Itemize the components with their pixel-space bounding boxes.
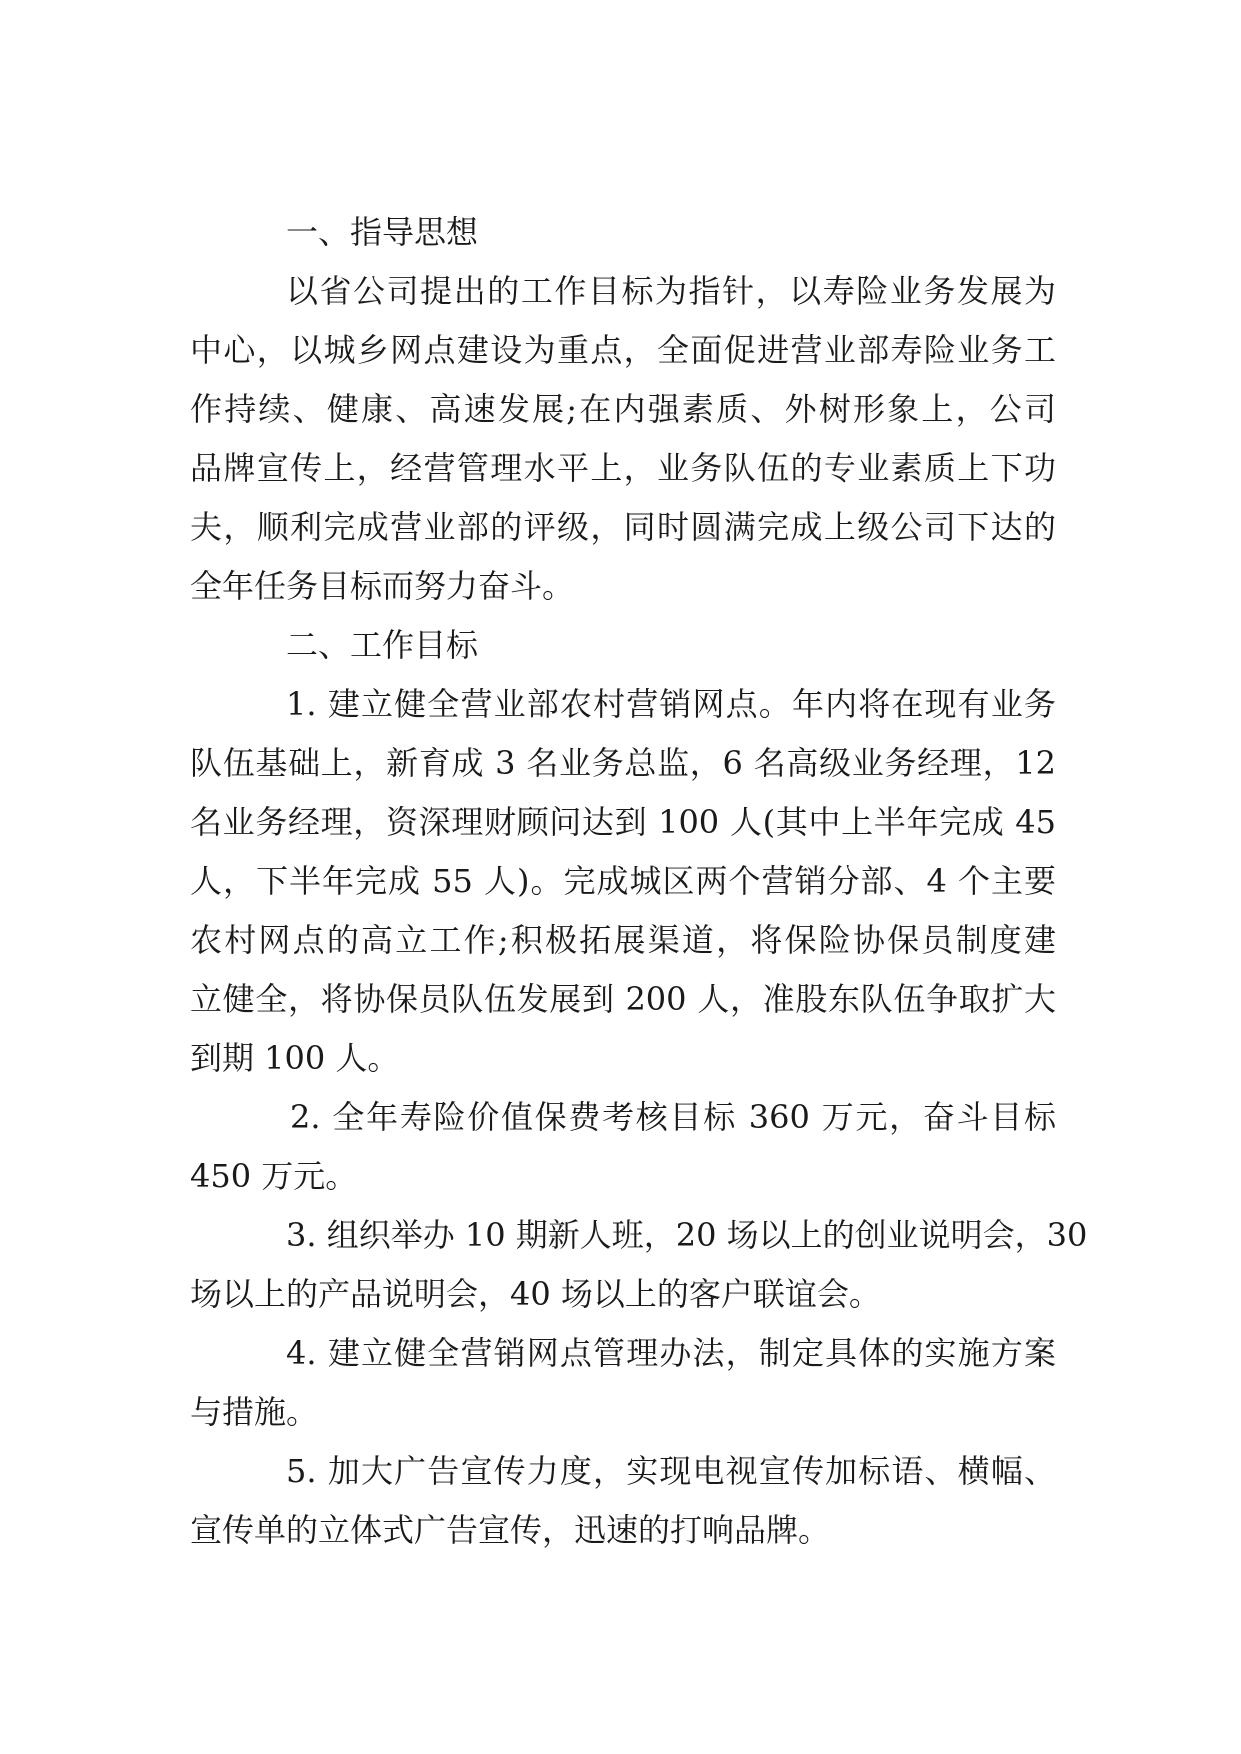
paragraph-line: 农村网点的高立工作;积极拓展渠道，将保险协保员制度建 <box>190 921 1056 959</box>
paragraph-line: 作持续、健康、高速发展;在内强素质、外树形象上，公司 <box>190 390 1056 428</box>
goal-item-5 <box>190 1451 1056 1550</box>
paragraph-line: 1. 建立健全营业部农村营销网点。年内将在现有业务 <box>286 685 1056 723</box>
paragraph-line: 到期 100 人。 <box>190 1039 400 1077</box>
goal-item-4 <box>190 1333 1056 1432</box>
paragraph-line: 中心，以城乡网点建设为重点，全面促进营业部寿险业务工 <box>190 331 1056 369</box>
section-heading-guiding-ideology: 一、指导思想 <box>286 213 479 251</box>
document-body <box>190 212 1088 1569</box>
paragraph-line: 队伍基础上，新育成 3 名业务总监，6 名高级业务经理，12 <box>190 744 1056 782</box>
section-heading-work-goals: 二、工作目标 <box>286 626 479 664</box>
paragraph-line: 3. 组织举办 10 期新人班，20 场以上的创业说明会，30 <box>286 1216 1088 1254</box>
paragraph-line: 人，下半年完成 55 人)。完成城区两个营销分部、4 个主要 <box>190 862 1056 900</box>
paragraph-line: 全年任务目标而努力奋斗。 <box>190 567 575 605</box>
goal-item-1 <box>190 684 1056 1078</box>
paragraph-line: 名业务经理，资深理财顾问达到 100 人(其中上半年完成 45 <box>190 803 1056 841</box>
paragraph-line: 场以上的产品说明会，40 场以上的客户联谊会。 <box>190 1275 881 1313</box>
paragraph-guiding-ideology <box>190 271 1056 606</box>
paragraph-line: 2. 全年寿险价值保费考核目标 360 万元，奋斗目标 <box>290 1098 1056 1136</box>
goal-item-3 <box>190 1215 1088 1314</box>
paragraph-line: 与措施。 <box>190 1393 319 1431</box>
paragraph-line: 4. 建立健全营销网点管理办法，制定具体的实施方案 <box>286 1334 1056 1372</box>
paragraph-line: 立健全，将协保员队伍发展到 200 人，准股东队伍争取扩大 <box>190 980 1056 1018</box>
paragraph-line: 以省公司提出的工作目标为指针，以寿险业务发展为 <box>286 272 1056 310</box>
paragraph-line: 5. 加大广告宣传力度，实现电视宣传加标语、横幅、 <box>286 1452 1056 1490</box>
goal-item-2 <box>190 1097 1056 1196</box>
paragraph-line: 夫，顺利完成营业部的评级，同时圆满完成上级公司下达的 <box>190 508 1056 546</box>
paragraph-line: 品牌宣传上，经营管理水平上，业务队伍的专业素质上下功 <box>190 449 1056 487</box>
paragraph-line: 450 万元。 <box>190 1157 358 1195</box>
paragraph-line: 宣传单的立体式广告宣传，迅速的打响品牌。 <box>190 1511 831 1549</box>
